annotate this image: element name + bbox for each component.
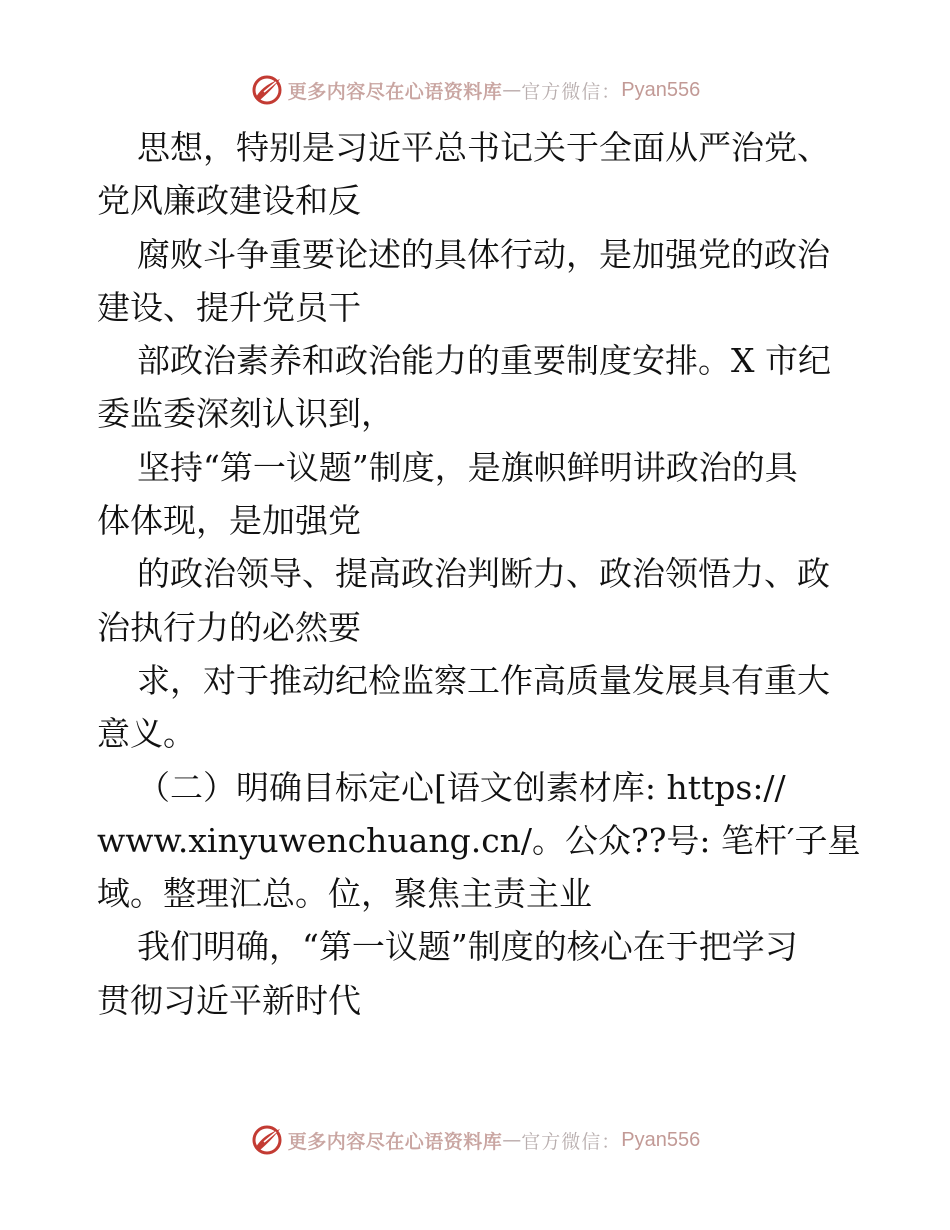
text-line: 我们明确，“第一议题”制度的核心在于把学习 <box>137 927 798 967</box>
footer-separator: — <box>502 1129 522 1151</box>
footer-brand-text: 更多内容尽在心语资料库 <box>287 1130 503 1153</box>
footer-watermark <box>0 1118 950 1162</box>
brand-logo-icon <box>250 1123 284 1157</box>
text-line: www.xinyuwenchuang.cn/。公众??号: 笔杆′子星 <box>97 820 861 860</box>
text-line: 域。整理汇总。位，聚焦主责主业 <box>97 874 592 914</box>
footer-wechat-id: Pyan556 <box>621 1128 701 1151</box>
header-wechat-id: Pyan556 <box>621 78 701 101</box>
header-brand-text: 更多内容尽在心语资料库 <box>287 80 503 103</box>
text-line: 体体现，是加强党 <box>97 501 361 541</box>
text-line: 委监委深刻认识到， <box>97 394 394 434</box>
text-line: 贯彻习近平新时代 <box>97 980 361 1020</box>
text-line: 建设、提升党员干 <box>97 287 361 327</box>
section-heading-line: （二）明确目标定心[语文创素材库: https:// <box>137 767 786 807</box>
brand-logo-icon <box>250 73 284 107</box>
text-line: 党风廉政建设和反 <box>97 181 361 221</box>
document-body <box>97 121 861 1027</box>
text-line: 思想，特别是习近平总书记关于全面从严治党、 <box>137 128 830 167</box>
text-line: 部政治素养和政治能力的重要制度安排。X 市纪 <box>137 341 831 381</box>
text-line: 治执行力的必然要 <box>97 607 361 647</box>
text-line: 的政治领导、提高政治判断力、政治领悟力、政 <box>137 554 830 594</box>
header-wechat-label: 官方微信： <box>521 80 622 103</box>
text-line: 求，对于推动纪检监察工作高质量发展具有重大 <box>137 660 830 700</box>
footer-wechat-label: 官方微信： <box>521 1130 622 1153</box>
text-line: 腐败斗争重要论述的具体行动，是加强党的政治 <box>137 234 830 274</box>
header-watermark <box>0 68 950 112</box>
header-separator: — <box>502 79 522 101</box>
text-line: 意义。 <box>97 714 196 754</box>
text-line: 坚持“第一议题”制度，是旗帜鲜明讲政治的具 <box>137 447 798 487</box>
